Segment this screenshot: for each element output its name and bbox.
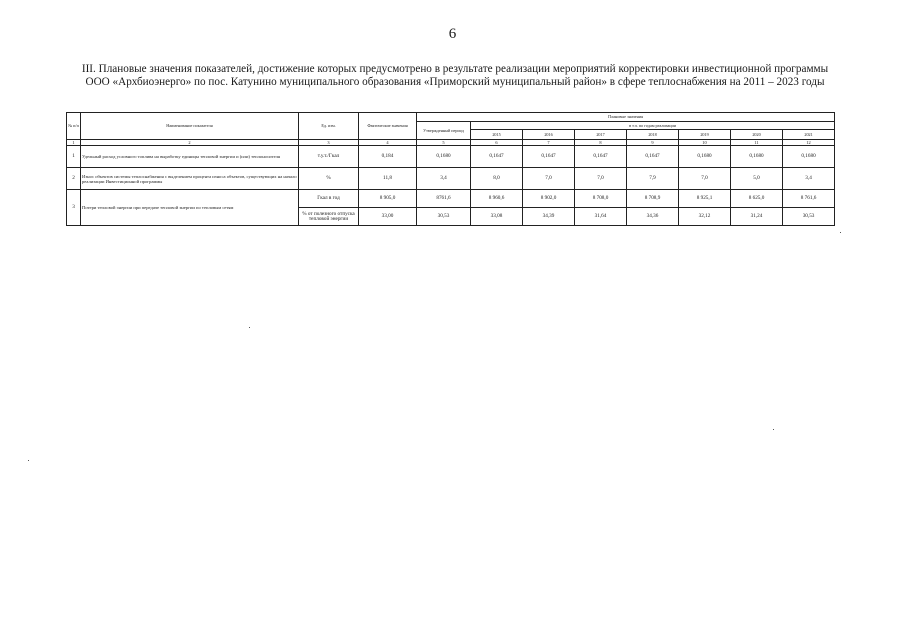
scan-speck: [840, 232, 841, 233]
row-year-value: 8 960,6: [471, 190, 523, 208]
header-year: 2021: [783, 130, 835, 140]
header-name: Наименование показателя: [81, 113, 299, 140]
section-heading: III. Плановые значения показателей, достижение которых предусмотрено в результате реализации мероприятий корректировки инвестиционной программы ООО «Архбиоэнерго» по пос. Катунино муниципального образования «Приморский муниципальный район» в сфере теплоснабжения на 2011 – 2023 годы: [81, 63, 829, 89]
row-year-value: 32,12: [679, 208, 731, 226]
row-year-value: 8 902,0: [523, 190, 575, 208]
column-number: 10: [679, 140, 731, 146]
header-year: 2016: [523, 130, 575, 140]
row-year-value: 0,1680: [679, 146, 731, 168]
scan-speck: [249, 327, 250, 328]
row-year-value: 30,53: [783, 208, 835, 226]
row-year-value: 0,1647: [523, 146, 575, 168]
row-approved: 8761,6: [417, 190, 471, 208]
table-row: [67, 146, 835, 168]
row-year-value: 7,0: [575, 168, 627, 190]
row-year-value: 8,0: [471, 168, 523, 190]
header-year: 2015: [471, 130, 523, 140]
page-number: 6: [448, 26, 457, 42]
row-year-value: 34,36: [627, 208, 679, 226]
row-fact: 0,184: [359, 146, 417, 168]
column-number: 9: [627, 140, 679, 146]
row-fact: 33,00: [359, 208, 417, 226]
row-year-value: 8 708,9: [627, 190, 679, 208]
row-num: 3: [67, 190, 81, 226]
row-year-value: 31,24: [731, 208, 783, 226]
row-year-value: 8 761,6: [783, 190, 835, 208]
row-year-value: 8 925,1: [679, 190, 731, 208]
row-name: Износ объектов системы теплоснабжения с выделением процента износа объектов, существующих на начало реализации Инвестиционной программы: [81, 168, 299, 190]
row-fact: 11,8: [359, 168, 417, 190]
column-number: 11: [731, 140, 783, 146]
header-including: в т.ч. по годам реализации: [471, 122, 835, 130]
row-year-value: 31,64: [575, 208, 627, 226]
row-approved: 0,1680: [417, 146, 471, 168]
column-number: 2: [81, 140, 299, 146]
table-row: [67, 168, 835, 190]
row-year-value: 0,1680: [731, 146, 783, 168]
scan-speck: [28, 460, 29, 461]
column-number: 4: [359, 140, 417, 146]
header-num: № п/п: [67, 113, 81, 140]
row-fact: 8 905,0: [359, 190, 417, 208]
row-num: 1: [67, 146, 81, 168]
header-approved: Утвержденный период: [417, 122, 471, 140]
scan-speck: [773, 429, 774, 430]
header-fact: Фактические значения: [359, 113, 417, 140]
row-name: Потери тепловой энергии при передаче тепловой энергии по тепловым сетям: [81, 190, 299, 226]
column-number: 7: [523, 140, 575, 146]
column-number: 1: [67, 140, 81, 146]
column-number: 6: [471, 140, 523, 146]
header-year: 2017: [575, 130, 627, 140]
row-year-value: 33,08: [471, 208, 523, 226]
row-approved: 3,4: [417, 168, 471, 190]
column-number: 5: [417, 140, 471, 146]
row-unit: %: [299, 168, 359, 190]
table-row: [67, 190, 835, 208]
row-name: Удельный расход условного топлива на выработку единицы тепловой энергии и (или) теплоносителя: [81, 146, 299, 168]
header-year: 2018: [627, 130, 679, 140]
row-year-value: 3,4: [783, 168, 835, 190]
row-year-value: 0,1647: [627, 146, 679, 168]
row-year-value: 8 708,0: [575, 190, 627, 208]
row-year-value: 0,1680: [783, 146, 835, 168]
row-approved: 30,53: [417, 208, 471, 226]
row-year-value: 34,39: [523, 208, 575, 226]
row-unit: т.у.т./Гкал: [299, 146, 359, 168]
row-year-value: 0,1647: [471, 146, 523, 168]
row-year-value: 7,0: [523, 168, 575, 190]
row-year-value: 5,0: [731, 168, 783, 190]
row-year-value: 7,0: [679, 168, 731, 190]
indicators-table: [66, 112, 835, 226]
column-number: 8: [575, 140, 627, 146]
row-unit: % от полезного отпуска тепловой энергии: [299, 208, 359, 226]
row-unit: Гкал в год: [299, 190, 359, 208]
header-year: 2020: [731, 130, 783, 140]
header-planned: Плановые значения: [417, 113, 835, 122]
column-number: 12: [783, 140, 835, 146]
header-row-1: [67, 113, 835, 122]
column-number: 3: [299, 140, 359, 146]
row-num: 2: [67, 168, 81, 190]
row-year-value: 8 625,0: [731, 190, 783, 208]
header-year: 2019: [679, 130, 731, 140]
row-year-value: 0,1647: [575, 146, 627, 168]
row-year-value: 7,9: [627, 168, 679, 190]
header-unit: Ед. изм.: [299, 113, 359, 140]
